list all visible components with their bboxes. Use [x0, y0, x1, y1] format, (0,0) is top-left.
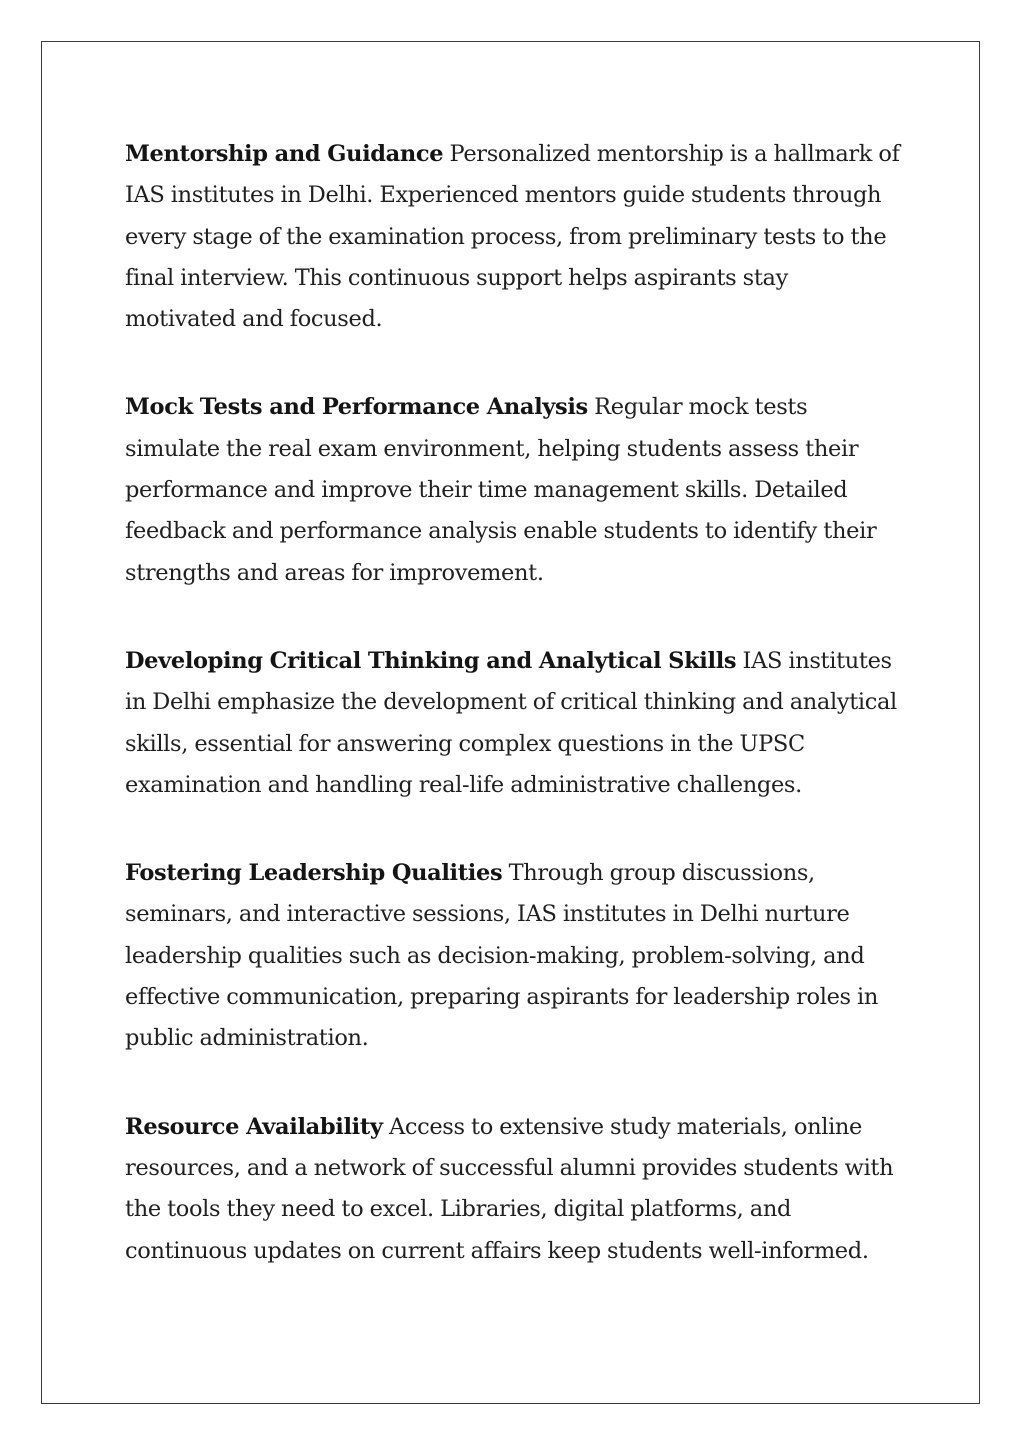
- document-body: [125, 134, 900, 1319]
- section-body: Regular mock tests simulate the real exam environment, helping students assess their performance and improve their time management skills. Detailed feedback and performance analysis enable students to identify their strengths and areas for improvement.: [125, 394, 877, 586]
- section-resources: [125, 1107, 900, 1272]
- section-critical-thinking: [125, 641, 900, 806]
- section-body: Access to extensive study materials, online resources, and a network of successful alumni provides students with the tools they need to excel. Libraries, digital platforms, and continuous updates on current affairs keep students well-informed.: [125, 1113, 894, 1264]
- section-body: Personalized mentorship is a hallmark of IAS institutes in Delhi. Experienced mentors guide students through every stage of the examination process, from preliminary tests to the final interview. This continuous support helps aspirants stay motivated and focused.: [125, 141, 900, 333]
- section-leadership: [125, 853, 900, 1059]
- section-heading: Fostering Leadership Qualities: [125, 860, 503, 887]
- section-heading: Developing Critical Thinking and Analytical Skills: [125, 647, 737, 674]
- section-body: Through group discussions, seminars, and interactive sessions, IAS institutes in Delhi nurture leadership qualities such as decision-making, problem-solving, and effective communication, preparing aspirants for leadership roles in public administration.: [125, 860, 879, 1052]
- section-heading: Resource Availability: [125, 1113, 383, 1140]
- section-body: IAS institutes in Delhi emphasize the development of critical thinking and analytical skills, essential for answering complex questions in the UPSC examination and handling real-life administrative challenges.: [125, 647, 897, 798]
- section-mentorship: [125, 134, 900, 340]
- section-heading: Mock Tests and Performance Analysis: [125, 394, 588, 421]
- section-mock-tests: [125, 387, 900, 593]
- section-heading: Mentorship and Guidance: [125, 141, 444, 167]
- document-page: [41, 41, 980, 1404]
